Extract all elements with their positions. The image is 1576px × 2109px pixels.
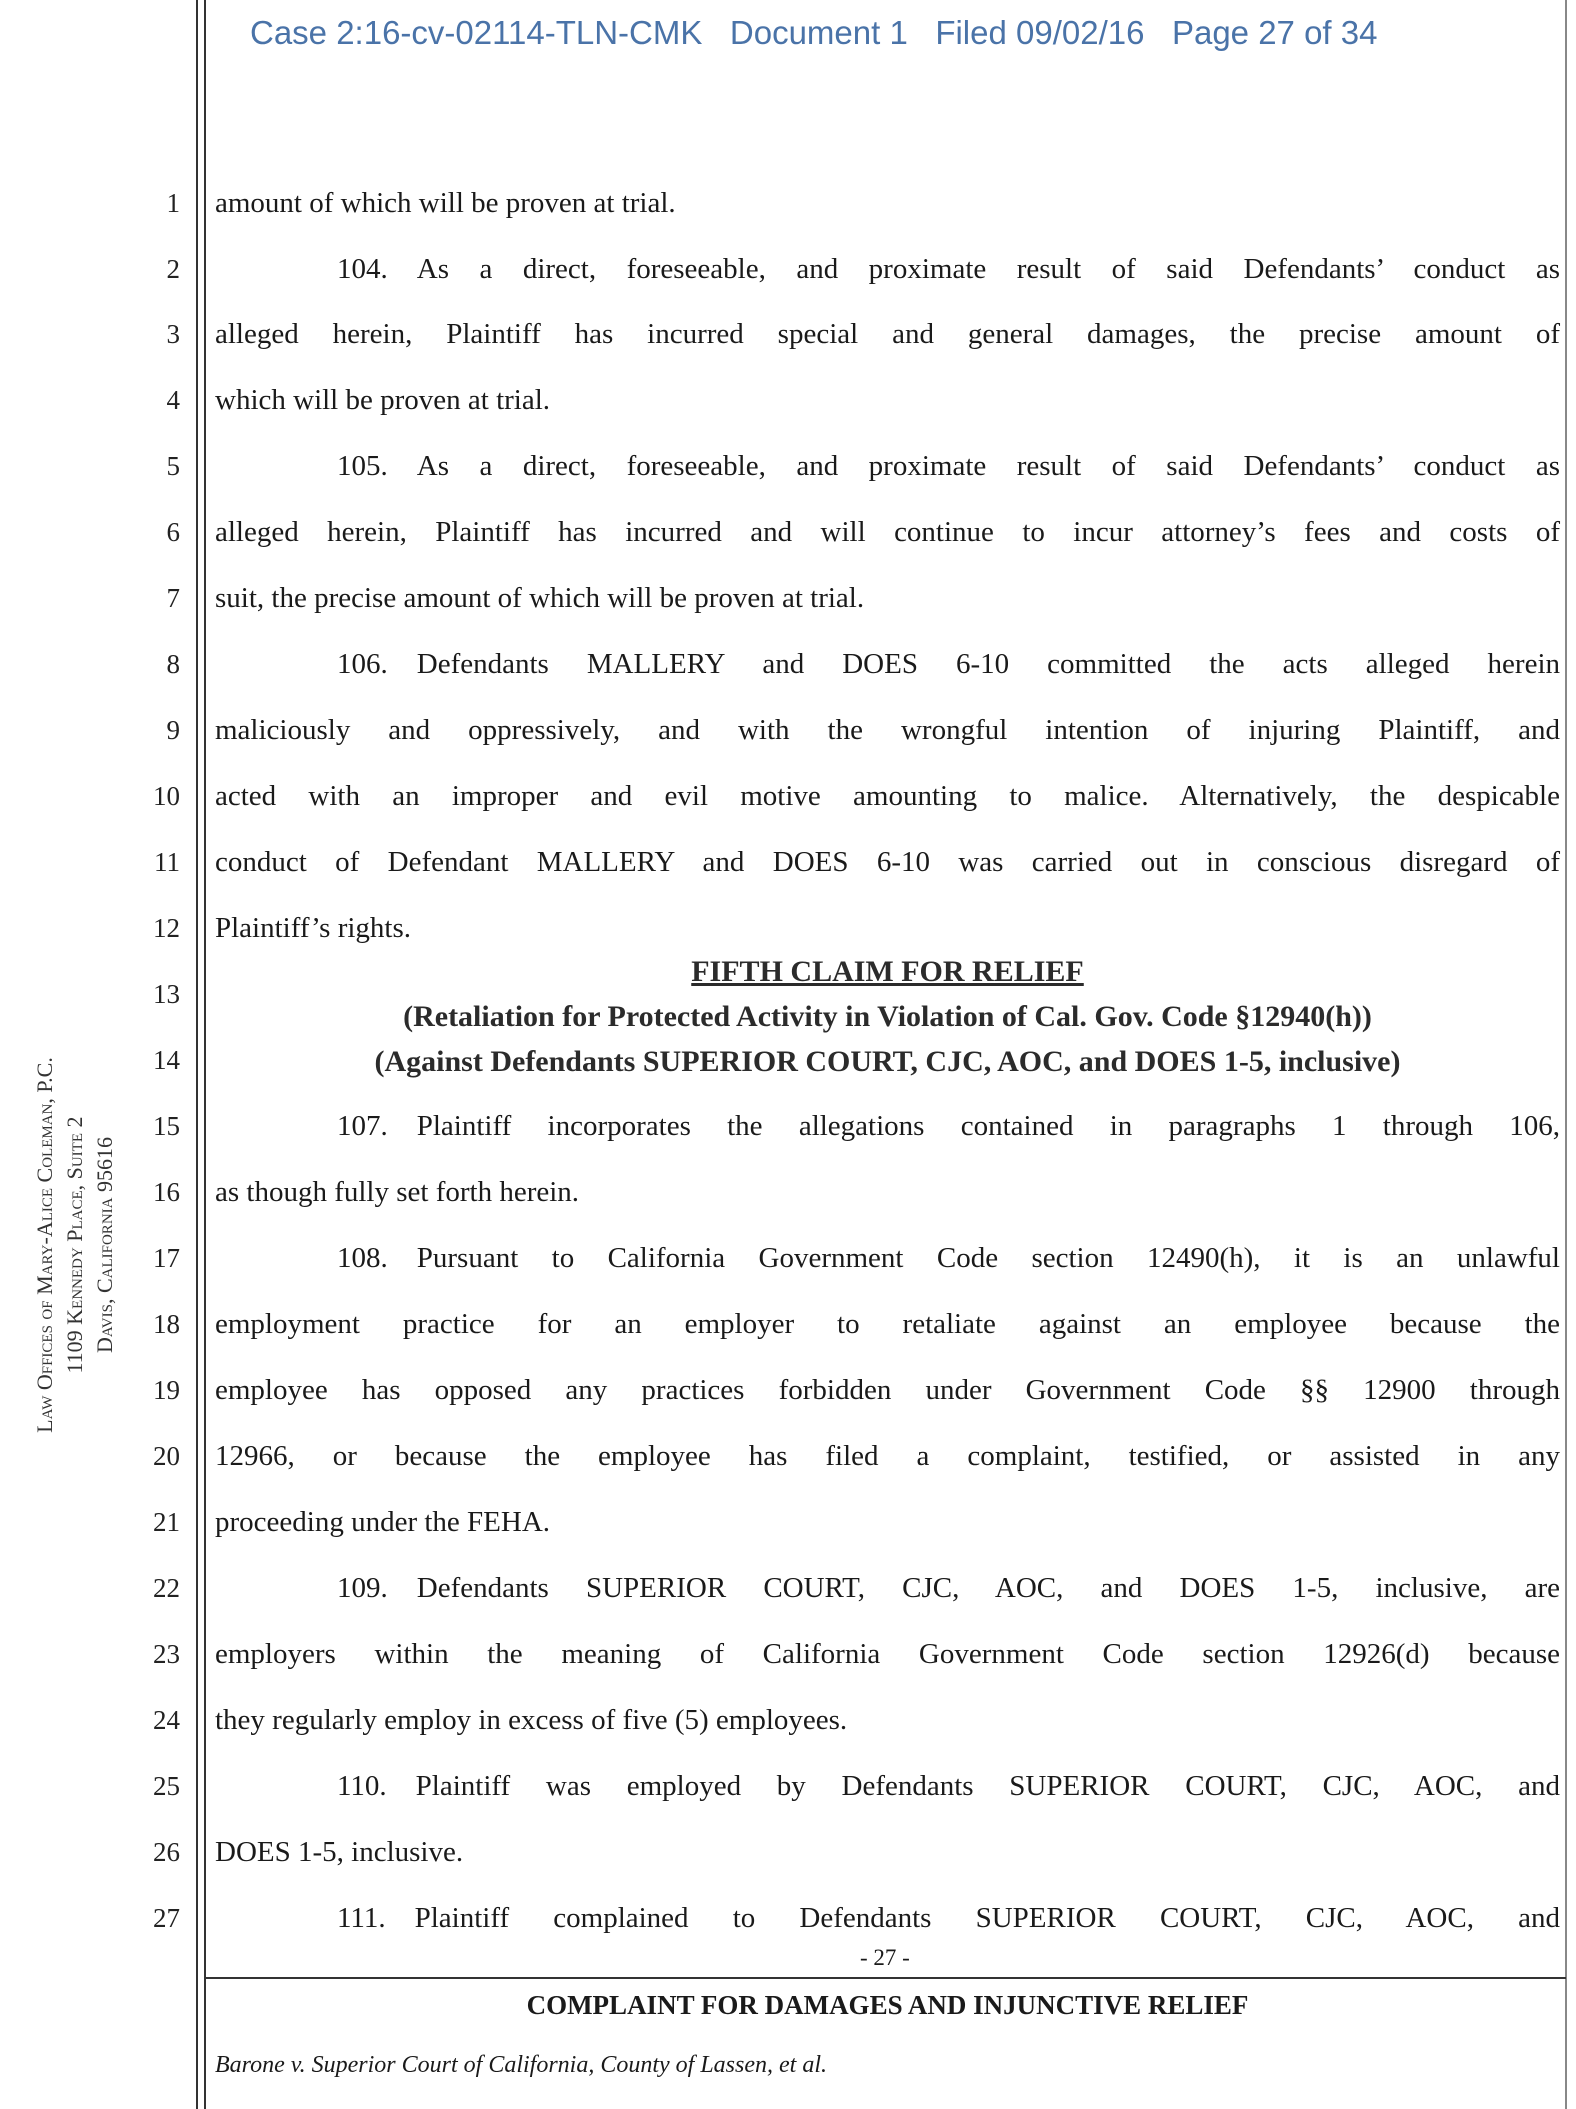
- paragraph-111-line: 111. Plaintiff complained to Defendants SUPERIOR COURT, CJC, AOC, and: [337, 1902, 1560, 1934]
- line-number: 25: [153, 1771, 180, 1801]
- line-number: 23: [153, 1639, 180, 1669]
- paragraph-106-line: 106. Defendants MALLERY and DOES 6-10 committed the acts alleged herein: [337, 648, 1560, 680]
- line-number: 26: [153, 1837, 180, 1867]
- body-line: 12966, or because the employee has filed a complaint, testified, or assisted in any: [215, 1440, 1560, 1472]
- sidebar-firm: Law Offices of Mary-Alice Coleman, P.C.: [32, 1057, 57, 1433]
- line-number: 15: [153, 1111, 180, 1141]
- claim-title: FIFTH CLAIM FOR RELIEF: [691, 955, 1084, 988]
- line-number: 8: [166, 649, 180, 679]
- body-line: maliciously and oppressively, and with the wrongful intention of injuring Plaintiff, and: [215, 714, 1560, 746]
- body-line: amount of which will be proven at trial.: [215, 187, 676, 219]
- body-line: Plaintiff’s rights.: [215, 912, 412, 944]
- footer-rule: [204, 1977, 1566, 1979]
- body-line: suit, the precise amount of which will be proven at trial.: [215, 582, 865, 614]
- line-number: 19: [153, 1375, 180, 1405]
- line-number: 11: [154, 847, 180, 877]
- left-margin-rule: [196, 0, 198, 2109]
- line-number: 20: [153, 1441, 180, 1471]
- line-number: 17: [153, 1243, 180, 1273]
- body-line: conduct of Defendant MALLERY and DOES 6-10 was carried out in conscious disregard of: [215, 846, 1560, 878]
- body-line: alleged herein, Plaintiff has incurred and will continue to incur attorney’s fees and costs of: [215, 516, 1560, 548]
- paragraph-109-line: 109. Defendants SUPERIOR COURT, CJC, AOC, and DOES 1-5, inclusive, are: [337, 1572, 1560, 1604]
- footer-case-caption: Barone v. Superior Court of California, County of Lassen, et al.: [215, 2052, 827, 2078]
- line-number: 4: [166, 385, 180, 415]
- line-number: 22: [153, 1573, 180, 1603]
- body-line: employers within the meaning of California Government Code section 12926(d) because: [215, 1638, 1560, 1670]
- line-number: 27: [153, 1903, 180, 1933]
- line-number: 9: [166, 715, 180, 745]
- page-number: - 27 -: [860, 1945, 910, 1970]
- body-line: proceeding under the FEHA.: [215, 1506, 551, 1538]
- line-number: 16: [153, 1177, 180, 1207]
- right-margin-rule: [1565, 0, 1567, 2109]
- body-line: employee has opposed any practices forbidden under Government Code §§ 12900 through: [215, 1374, 1560, 1406]
- body-line: DOES 1-5, inclusive.: [215, 1836, 464, 1868]
- line-number: 24: [153, 1705, 180, 1735]
- line-number: 12: [153, 913, 180, 943]
- paragraph-107-line: 107. Plaintiff incorporates the allegations contained in paragraphs 1 through 106,: [337, 1110, 1560, 1142]
- line-number: 6: [166, 517, 180, 547]
- left-margin-rule-inner: [204, 0, 206, 2109]
- paragraph-104-line: 104. As a direct, foreseeable, and proximate result of said Defendants’ conduct as: [337, 253, 1560, 285]
- body-line: they regularly employ in excess of five (5) employees.: [215, 1704, 848, 1736]
- paragraph-110-line: 110. Plaintiff was employed by Defendants SUPERIOR COURT, CJC, AOC, and: [337, 1770, 1560, 1802]
- line-number: 10: [153, 781, 180, 811]
- line-number: 2: [166, 254, 180, 284]
- footer-title: COMPLAINT FOR DAMAGES AND INJUNCTIVE RELIEF: [526, 1990, 1249, 2020]
- line-number: 18: [153, 1309, 180, 1339]
- paragraph-108-line: 108. Pursuant to California Government Code section 12490(h), it is an unlawful: [337, 1242, 1560, 1274]
- body-line: as though fully set forth herein.: [215, 1176, 580, 1208]
- line-number: 13: [153, 979, 180, 1009]
- line-number: 5: [166, 451, 180, 481]
- body-line: which will be proven at trial.: [215, 384, 551, 416]
- line-number: 1: [166, 188, 180, 218]
- line-number: 21: [153, 1507, 180, 1537]
- claim-subtitle: (Retaliation for Protected Activity in Violation of Cal. Gov. Code §12940(h)): [403, 1000, 1372, 1033]
- body-line: alleged herein, Plaintiff has incurred special and general damages, the precise amount of: [215, 318, 1560, 350]
- line-number: 7: [166, 583, 180, 613]
- line-number: 14: [153, 1045, 180, 1075]
- page-header: Case 2:16-cv-02114-TLN-CMK Document 1 Filed 09/02/16 Page 27 of 34: [250, 14, 1378, 51]
- paragraph-105-line: 105. As a direct, foreseeable, and proximate result of said Defendants’ conduct as: [337, 450, 1560, 482]
- sidebar-street: 1109 Kennedy Place, Suite 2: [62, 1116, 87, 1374]
- body-line: employment practice for an employer to retaliate against an employee because the: [215, 1308, 1560, 1340]
- sidebar-city: Davis, California 95616: [92, 1137, 117, 1353]
- body-line: acted with an improper and evil motive amounting to malice. Alternatively, the despicable: [215, 780, 1560, 812]
- line-number: 3: [166, 319, 180, 349]
- claim-subtitle: (Against Defendants SUPERIOR COURT, CJC, AOC, and DOES 1-5, inclusive): [374, 1045, 1401, 1078]
